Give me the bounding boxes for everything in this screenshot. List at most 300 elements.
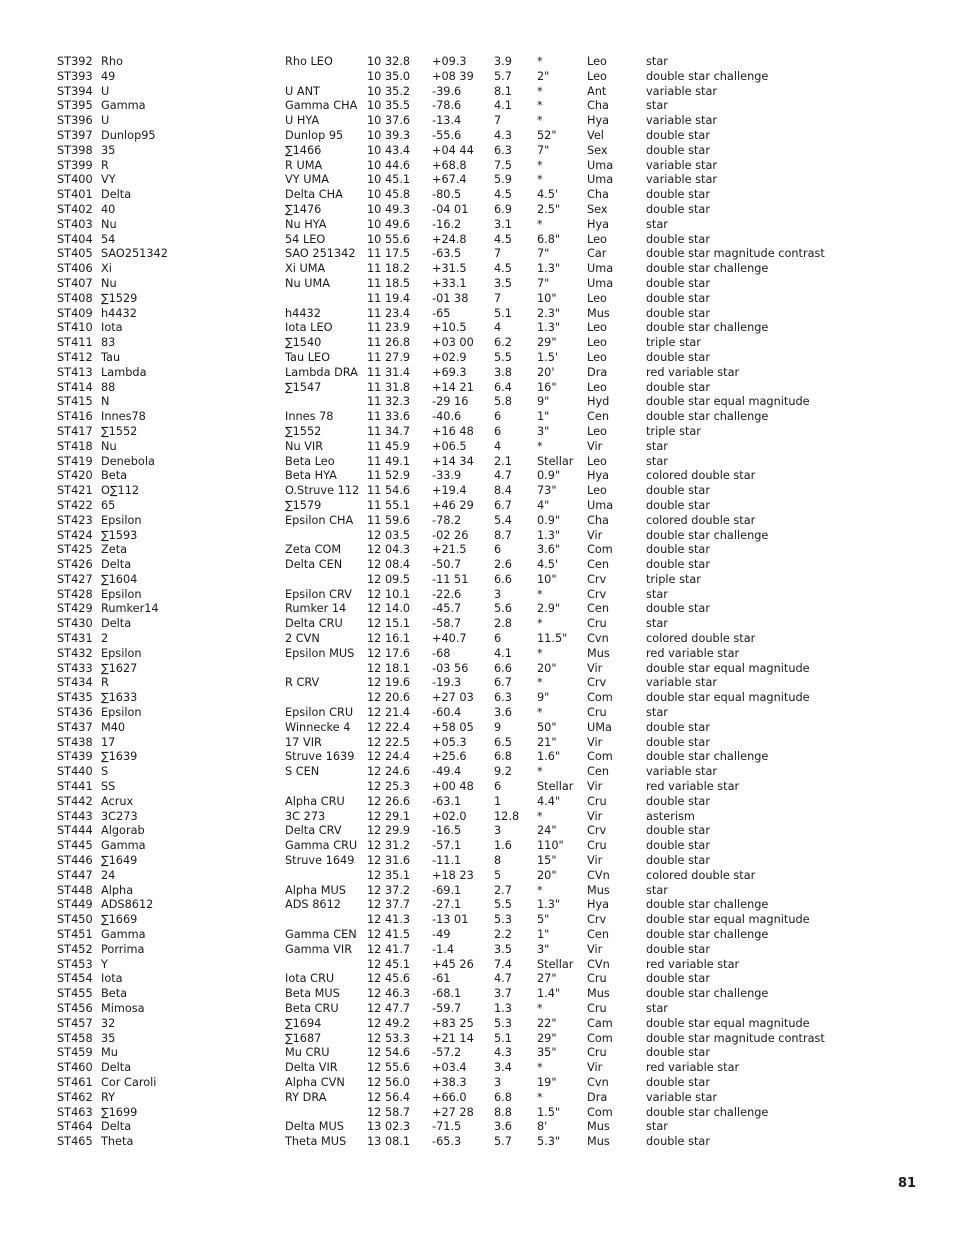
- right-ascension-cell: 12 04.3: [367, 543, 411, 557]
- declination-cell: +38.3: [432, 1075, 467, 1089]
- separation-cell: 1.5": [537, 1105, 561, 1119]
- table-row: [57, 913, 927, 928]
- catalog-id-cell: ST436: [57, 706, 93, 720]
- separation-cell: 4.5': [537, 188, 559, 202]
- star-catalog-table: [57, 55, 927, 1150]
- declination-cell: +68.8: [432, 158, 467, 172]
- declination-cell: -68.1: [432, 987, 462, 1001]
- separation-cell: *: [537, 217, 543, 231]
- declination-cell: -80.5: [432, 188, 462, 202]
- separation-cell: *: [537, 646, 543, 660]
- star-name-cell: Epsilon: [101, 646, 142, 660]
- right-ascension-cell: 12 17.6: [367, 646, 411, 660]
- right-ascension-cell: 12 37.7: [367, 898, 411, 912]
- declination-cell: -27.1: [432, 898, 462, 912]
- table-row: [57, 780, 927, 795]
- magnitude-cell: 3: [494, 1075, 502, 1089]
- constellation-cell: Vir: [587, 854, 603, 868]
- star-name-cell: Mu: [101, 1046, 118, 1060]
- object-type-cell: double star challenge: [646, 321, 769, 335]
- star-name-cell: ∑1627: [101, 661, 138, 675]
- object-type-cell: triple star: [646, 572, 701, 586]
- separation-cell: 4.5': [537, 558, 559, 572]
- right-ascension-cell: 11 34.7: [367, 424, 411, 438]
- separation-cell: 1.4": [537, 987, 561, 1001]
- star-name-cell: N: [101, 395, 110, 409]
- separation-cell: *: [537, 84, 543, 98]
- alt-designation-cell: Zeta COM: [285, 543, 342, 557]
- object-type-cell: double star magnitude contrast: [646, 1031, 825, 1045]
- separation-cell: 3": [537, 424, 550, 438]
- declination-cell: -11.1: [432, 854, 462, 868]
- right-ascension-cell: 12 19.6: [367, 676, 411, 690]
- table-row: [57, 85, 927, 100]
- object-type-cell: double star: [646, 558, 710, 572]
- star-name-cell: Zeta: [101, 543, 128, 557]
- star-name-cell: Nu: [101, 276, 117, 290]
- table-row: [57, 839, 927, 854]
- right-ascension-cell: 12 14.0: [367, 602, 411, 616]
- declination-cell: -59.7: [432, 1002, 462, 1015]
- object-type-cell: double star: [646, 972, 710, 986]
- table-row: [57, 1106, 927, 1121]
- catalog-id-cell: ST416: [57, 410, 93, 424]
- declination-cell: +40.7: [432, 632, 467, 646]
- declination-cell: -1.4: [432, 942, 455, 956]
- constellation-cell: Crv: [587, 913, 607, 927]
- magnitude-cell: 6: [494, 780, 502, 794]
- object-type-cell: star: [646, 587, 668, 601]
- alt-designation-cell: ∑1579: [285, 498, 322, 512]
- star-name-cell: U: [101, 114, 110, 128]
- catalog-id-cell: ST435: [57, 691, 93, 705]
- declination-cell: +05.3: [432, 735, 467, 749]
- catalog-id-cell: ST459: [57, 1046, 93, 1060]
- object-type-cell: double star: [646, 276, 710, 290]
- star-name-cell: Theta: [101, 1135, 134, 1149]
- right-ascension-cell: 11 18.5: [367, 276, 411, 290]
- separation-cell: 1": [537, 410, 550, 424]
- star-name-cell: 17: [101, 735, 116, 749]
- star-name-cell: Y: [101, 957, 108, 971]
- declination-cell: -61: [432, 972, 451, 986]
- declination-cell: -57.2: [432, 1046, 462, 1060]
- declination-cell: -58.7: [432, 617, 462, 631]
- separation-cell: 5.3": [537, 1135, 561, 1149]
- separation-cell: 1.3": [537, 262, 561, 276]
- declination-cell: +25.6: [432, 750, 467, 764]
- alt-designation-cell: Epsilon CRV: [285, 587, 352, 601]
- separation-cell: 1.6": [537, 750, 561, 764]
- catalog-id-cell: ST406: [57, 262, 93, 276]
- catalog-id-cell: ST415: [57, 395, 93, 409]
- declination-cell: +69.3: [432, 365, 467, 379]
- catalog-id-cell: ST458: [57, 1031, 93, 1045]
- declination-cell: +00 48: [432, 780, 474, 794]
- catalog-id-cell: ST394: [57, 84, 93, 98]
- declination-cell: -39.6: [432, 84, 462, 98]
- alt-designation-cell: 2 CVN: [285, 632, 320, 646]
- right-ascension-cell: 11 52.9: [367, 469, 411, 483]
- declination-cell: +04 44: [432, 143, 474, 157]
- separation-cell: 19": [537, 1075, 557, 1089]
- table-row: [57, 277, 927, 292]
- table-row: [57, 484, 927, 499]
- constellation-cell: Hya: [587, 114, 610, 128]
- separation-cell: *: [537, 587, 543, 601]
- right-ascension-cell: 10 35.2: [367, 84, 411, 98]
- star-name-cell: Gamma: [101, 928, 146, 942]
- magnitude-cell: 3.6: [494, 1120, 512, 1134]
- separation-cell: *: [537, 1090, 543, 1104]
- alt-designation-cell: RY DRA: [285, 1090, 327, 1104]
- table-row: [57, 292, 927, 307]
- constellation-cell: Vir: [587, 528, 603, 542]
- constellation-cell: Leo: [587, 336, 607, 350]
- table-row: [57, 972, 927, 987]
- star-name-cell: Dunlop95: [101, 128, 156, 142]
- alt-designation-cell: Delta CRV: [285, 824, 342, 838]
- catalog-id-cell: ST446: [57, 854, 93, 868]
- catalog-id-cell: ST409: [57, 306, 93, 320]
- magnitude-cell: 1: [494, 794, 502, 808]
- catalog-id-cell: ST430: [57, 617, 93, 631]
- table-row: [57, 573, 927, 588]
- table-row: [57, 351, 927, 366]
- object-type-cell: star: [646, 55, 668, 68]
- star-name-cell: Algorab: [101, 824, 145, 838]
- right-ascension-cell: 12 24.6: [367, 765, 411, 779]
- star-name-cell: ∑1593: [101, 528, 138, 542]
- magnitude-cell: 5.8: [494, 395, 512, 409]
- catalog-id-cell: ST417: [57, 424, 93, 438]
- object-type-cell: double star challenge: [646, 750, 769, 764]
- magnitude-cell: 12.8: [494, 809, 520, 823]
- constellation-cell: Cen: [587, 928, 609, 942]
- right-ascension-cell: 11 27.9: [367, 350, 411, 364]
- table-row: [57, 55, 927, 70]
- constellation-cell: Hya: [587, 469, 610, 483]
- star-name-cell: 65: [101, 498, 116, 512]
- separation-cell: 73": [537, 484, 557, 498]
- separation-cell: *: [537, 99, 543, 113]
- star-name-cell: Innes78: [101, 410, 146, 424]
- object-type-cell: star: [646, 706, 668, 720]
- constellation-cell: Leo: [587, 454, 607, 468]
- catalog-id-cell: ST453: [57, 957, 93, 971]
- constellation-cell: Cvn: [587, 632, 609, 646]
- object-type-cell: double star challenge: [646, 410, 769, 424]
- magnitude-cell: 5.9: [494, 173, 512, 187]
- object-type-cell: double star: [646, 498, 710, 512]
- catalog-id-cell: ST449: [57, 898, 93, 912]
- right-ascension-cell: 12 37.2: [367, 883, 411, 897]
- magnitude-cell: 6: [494, 410, 502, 424]
- magnitude-cell: 7: [494, 247, 502, 261]
- separation-cell: 3": [537, 942, 550, 956]
- magnitude-cell: 5.7: [494, 69, 512, 83]
- right-ascension-cell: 12 24.4: [367, 750, 411, 764]
- table-row: [57, 943, 927, 958]
- object-type-cell: double star challenge: [646, 928, 769, 942]
- constellation-cell: Crv: [587, 587, 607, 601]
- right-ascension-cell: 10 32.8: [367, 55, 411, 68]
- separation-cell: 2.9": [537, 602, 561, 616]
- right-ascension-cell: 11 32.3: [367, 395, 411, 409]
- declination-cell: +83 25: [432, 1016, 474, 1030]
- object-type-cell: double star: [646, 306, 710, 320]
- magnitude-cell: 3.6: [494, 706, 512, 720]
- star-name-cell: 83: [101, 336, 116, 350]
- declination-cell: -69.1: [432, 883, 462, 897]
- catalog-id-cell: ST451: [57, 928, 93, 942]
- magnitude-cell: 4.7: [494, 972, 512, 986]
- catalog-id-cell: ST454: [57, 972, 93, 986]
- catalog-id-cell: ST437: [57, 720, 93, 734]
- alt-designation-cell: S CEN: [285, 765, 320, 779]
- declination-cell: +06.5: [432, 439, 467, 453]
- table-row: [57, 987, 927, 1002]
- object-type-cell: double star: [646, 291, 710, 305]
- constellation-cell: Vir: [587, 1061, 603, 1075]
- separation-cell: Stellar: [537, 780, 574, 794]
- separation-cell: 20": [537, 661, 557, 675]
- table-row: [57, 647, 927, 662]
- catalog-id-cell: ST438: [57, 735, 93, 749]
- right-ascension-cell: 12 47.7: [367, 1002, 411, 1015]
- separation-cell: 21": [537, 735, 557, 749]
- catalog-id-cell: ST421: [57, 484, 93, 498]
- object-type-cell: double star: [646, 735, 710, 749]
- magnitude-cell: 6.2: [494, 336, 512, 350]
- catalog-id-cell: ST463: [57, 1105, 93, 1119]
- constellation-cell: Cha: [587, 99, 609, 113]
- declination-cell: -13.4: [432, 114, 462, 128]
- table-row: [57, 602, 927, 617]
- magnitude-cell: 5.5: [494, 350, 512, 364]
- constellation-cell: Com: [587, 1105, 613, 1119]
- star-name-cell: R: [101, 158, 109, 172]
- magnitude-cell: 9: [494, 720, 502, 734]
- constellation-cell: Cru: [587, 839, 607, 853]
- magnitude-cell: 4: [494, 321, 502, 335]
- declination-cell: -78.2: [432, 513, 462, 527]
- separation-cell: 24": [537, 824, 557, 838]
- right-ascension-cell: 12 35.1: [367, 868, 411, 882]
- declination-cell: -49: [432, 928, 451, 942]
- object-type-cell: colored double star: [646, 632, 756, 646]
- right-ascension-cell: 12 15.1: [367, 617, 411, 631]
- table-row: [57, 203, 927, 218]
- magnitude-cell: 8.8: [494, 1105, 512, 1119]
- constellation-cell: Leo: [587, 321, 607, 335]
- right-ascension-cell: 12 20.6: [367, 691, 411, 705]
- object-type-cell: red variable star: [646, 957, 740, 971]
- alt-designation-cell: 17 VIR: [285, 735, 322, 749]
- object-type-cell: triple star: [646, 424, 701, 438]
- object-type-cell: double star: [646, 1075, 710, 1089]
- constellation-cell: Cru: [587, 1002, 607, 1015]
- constellation-cell: Vir: [587, 735, 603, 749]
- separation-cell: 50": [537, 720, 557, 734]
- separation-cell: 9": [537, 691, 550, 705]
- alt-designation-cell: Alpha CVN: [285, 1075, 345, 1089]
- catalog-id-cell: ST448: [57, 883, 93, 897]
- table-row: [57, 529, 927, 544]
- object-type-cell: red variable star: [646, 1061, 740, 1075]
- object-type-cell: star: [646, 454, 668, 468]
- right-ascension-cell: 10 45.8: [367, 188, 411, 202]
- catalog-id-cell: ST434: [57, 676, 93, 690]
- magnitude-cell: 6.7: [494, 498, 512, 512]
- constellation-cell: Hya: [587, 217, 610, 231]
- magnitude-cell: 6.6: [494, 661, 512, 675]
- alt-designation-cell: Mu CRU: [285, 1046, 330, 1060]
- constellation-cell: Cha: [587, 513, 609, 527]
- alt-designation-cell: VY UMA: [285, 173, 329, 187]
- object-type-cell: variable star: [646, 158, 718, 172]
- object-type-cell: variable star: [646, 84, 718, 98]
- star-name-cell: Acrux: [101, 794, 134, 808]
- alt-designation-cell: Rumker 14: [285, 602, 347, 616]
- catalog-id-cell: ST404: [57, 232, 93, 246]
- object-type-cell: variable star: [646, 114, 718, 128]
- declination-cell: +16 48: [432, 424, 474, 438]
- constellation-cell: Leo: [587, 380, 607, 394]
- table-row: [57, 366, 927, 381]
- declination-cell: -49.4: [432, 765, 462, 779]
- alt-designation-cell: 3C 273: [285, 809, 326, 823]
- object-type-cell: colored double star: [646, 469, 756, 483]
- star-name-cell: Delta: [101, 1120, 132, 1134]
- magnitude-cell: 3.8: [494, 365, 512, 379]
- catalog-id-cell: ST450: [57, 913, 93, 927]
- star-name-cell: 35: [101, 1031, 116, 1045]
- alt-designation-cell: h4432: [285, 306, 321, 320]
- constellation-cell: Vir: [587, 942, 603, 956]
- alt-designation-cell: Delta CHA: [285, 188, 343, 202]
- catalog-id-cell: ST399: [57, 158, 93, 172]
- catalog-id-cell: ST452: [57, 942, 93, 956]
- table-row: [57, 898, 927, 913]
- right-ascension-cell: 11 31.8: [367, 380, 411, 394]
- star-name-cell: 54: [101, 232, 116, 246]
- magnitude-cell: 6: [494, 632, 502, 646]
- separation-cell: 22": [537, 1016, 557, 1030]
- constellation-cell: Leo: [587, 484, 607, 498]
- object-type-cell: double star: [646, 232, 710, 246]
- star-name-cell: Rumker14: [101, 602, 159, 616]
- declination-cell: +19.4: [432, 484, 467, 498]
- constellation-cell: Cam: [587, 1016, 613, 1030]
- star-name-cell: SAO251342: [101, 247, 168, 261]
- magnitude-cell: 7.4: [494, 957, 512, 971]
- alt-designation-cell: ADS 8612: [285, 898, 341, 912]
- table-row: [57, 617, 927, 632]
- object-type-cell: double star challenge: [646, 987, 769, 1001]
- object-type-cell: red variable star: [646, 646, 740, 660]
- magnitude-cell: 2.2: [494, 928, 512, 942]
- table-row: [57, 99, 927, 114]
- constellation-cell: Vel: [587, 128, 604, 142]
- constellation-cell: Leo: [587, 232, 607, 246]
- catalog-id-cell: ST445: [57, 839, 93, 853]
- declination-cell: -68: [432, 646, 451, 660]
- separation-cell: 7": [537, 143, 550, 157]
- right-ascension-cell: 11 18.2: [367, 262, 411, 276]
- constellation-cell: Sex: [587, 143, 608, 157]
- declination-cell: +03.4: [432, 1061, 467, 1075]
- object-type-cell: colored double star: [646, 513, 756, 527]
- alt-designation-cell: Delta CEN: [285, 558, 343, 572]
- table-row: [57, 810, 927, 825]
- separation-cell: 52": [537, 128, 557, 142]
- right-ascension-cell: 11 23.4: [367, 306, 411, 320]
- alt-designation-cell: ∑1476: [285, 202, 322, 216]
- magnitude-cell: 4.1: [494, 99, 512, 113]
- right-ascension-cell: 12 45.1: [367, 957, 411, 971]
- magnitude-cell: 6.8: [494, 750, 512, 764]
- star-name-cell: Rho: [101, 55, 123, 68]
- constellation-cell: Vir: [587, 661, 603, 675]
- separation-cell: 20": [537, 868, 557, 882]
- constellation-cell: Cen: [587, 602, 609, 616]
- declination-cell: +31.5: [432, 262, 467, 276]
- star-name-cell: Delta: [101, 558, 132, 572]
- constellation-cell: Com: [587, 543, 613, 557]
- right-ascension-cell: 11 49.1: [367, 454, 411, 468]
- separation-cell: 1.3": [537, 898, 561, 912]
- catalog-id-cell: ST439: [57, 750, 93, 764]
- star-name-cell: Beta: [101, 469, 128, 483]
- separation-cell: 0.9": [537, 513, 561, 527]
- catalog-id-cell: ST410: [57, 321, 93, 335]
- constellation-cell: Leo: [587, 291, 607, 305]
- star-name-cell: Delta: [101, 188, 132, 202]
- object-type-cell: double star: [646, 1135, 710, 1149]
- declination-cell: +33.1: [432, 276, 467, 290]
- magnitude-cell: 3.1: [494, 217, 512, 231]
- star-name-cell: U: [101, 84, 110, 98]
- constellation-cell: Cen: [587, 765, 609, 779]
- declination-cell: -63.1: [432, 794, 462, 808]
- separation-cell: 9": [537, 395, 550, 409]
- alt-designation-cell: U ANT: [285, 84, 320, 98]
- catalog-id-cell: ST413: [57, 365, 93, 379]
- declination-cell: -11 51: [432, 572, 469, 586]
- alt-designation-cell: Xi UMA: [285, 262, 326, 276]
- alt-designation-cell: Winnecke 4: [285, 720, 351, 734]
- right-ascension-cell: 12 16.1: [367, 632, 411, 646]
- object-type-cell: double star challenge: [646, 69, 769, 83]
- magnitude-cell: 2.6: [494, 558, 512, 572]
- object-type-cell: double star: [646, 543, 710, 557]
- separation-cell: 11.5": [537, 632, 568, 646]
- separation-cell: 16": [537, 380, 557, 394]
- separation-cell: 15": [537, 854, 557, 868]
- alt-designation-cell: Gamma VIR: [285, 942, 353, 956]
- table-row: [57, 632, 927, 647]
- catalog-id-cell: ST401: [57, 188, 93, 202]
- star-name-cell: 40: [101, 202, 116, 216]
- right-ascension-cell: 12 41.3: [367, 913, 411, 927]
- star-name-cell: O∑112: [101, 484, 140, 498]
- magnitude-cell: 9.2: [494, 765, 512, 779]
- catalog-id-cell: ST405: [57, 247, 93, 261]
- table-row: [57, 691, 927, 706]
- star-name-cell: Epsilon: [101, 706, 142, 720]
- right-ascension-cell: 12 31.2: [367, 839, 411, 853]
